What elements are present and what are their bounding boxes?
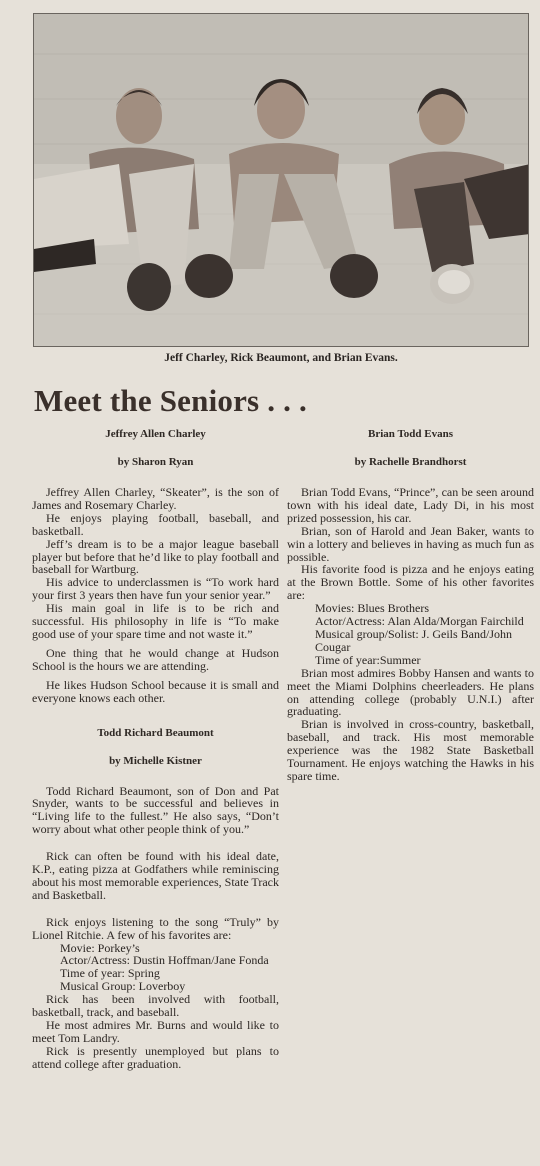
seniors-photo — [33, 13, 529, 347]
charley-paragraph: Jeffrey Allen Charley, “Skeater”, is the son of James and Rosemary Charley. — [32, 485, 279, 512]
beaumont-favorite-movie: Movie: Porkey’s — [60, 940, 140, 955]
evans-paragraph: Brian most admires Bobby Hansen and wants to meet the Miami Dolphins cheerleaders. He plans on attending college (probably U.N.I.) after graduating. — [287, 665, 534, 719]
headline: Meet the Seniors . . . — [34, 383, 308, 418]
evans-favorite-time: Time of year:Summer — [315, 652, 421, 667]
beaumont-paragraph: Todd Richard Beaumont, son of Don and Pat Snyder, wants to be successful and believes in “Living life to the fullest.” He also says, “Don’t worry about what other people think of you.” — [32, 783, 279, 837]
evans-paragraph: Brian Todd Evans, “Prince”, can be seen around town with his ideal date, Lady Di, in his most prized possession, his car. — [287, 485, 534, 525]
beaumont-paragraph: Rick can often be found with his ideal date, K.P., eating pizza at Godfathers while reminiscing about his most memorable experiences, State Track and Basketball. — [32, 849, 279, 902]
seniors-photo-illustration — [34, 14, 529, 347]
evans-paragraph: Brian is involved in cross-country, basketball, baseball, and track. His most memorable experience was the 1982 State Basketball Tournament. He enjoys watching the Hawks in his spare time. — [287, 717, 534, 783]
evans-name: Brian Todd Evans — [368, 428, 453, 440]
beaumont-paragraph: Rick has been involved with football, basketball, track, and baseball. — [32, 992, 279, 1020]
photo-caption: Jeff Charley, Rick Beaumont, and Brian Evans. — [164, 352, 398, 364]
beaumont-name: Todd Richard Beaumont — [97, 726, 214, 739]
evans-paragraph: His favorite food is pizza and he enjoys eating at the Brown Bottle. Some of his other favorites are: — [287, 562, 534, 603]
charley-paragraph: His main goal in life is to be rich and successful. His philosophy in life is “To make good use of your spare time and not waste it.” — [32, 601, 279, 641]
evans-favorite-movie: Movies: Blues Brothers — [315, 601, 429, 616]
evans-paragraph: Brian, son of Harold and Jean Baker, wants to win a lottery and believes in having as much fun as possible. — [287, 523, 534, 564]
beaumont-favorite-time: Time of year: Spring — [60, 966, 160, 981]
charley-paragraph: One thing that he would change at Hudson School is the hours we are attending. — [32, 645, 279, 673]
beaumont-paragraph: He most admires Mr. Burns and would like to meet Tom Landry. — [32, 1018, 279, 1045]
beaumont-paragraph: Rick is presently unemployed but plans to attend college after graduation. — [32, 1043, 279, 1071]
left-column — [32, 428, 279, 1071]
beaumont-favorite-group: Musical Group: Loverboy — [60, 979, 186, 994]
evans-byline: by Rachelle Brandhorst — [354, 456, 467, 468]
beaumont-favorite-actor: Actor/Actress: Dustin Hoffman/Jane Fonda — [60, 953, 269, 968]
charley-name: Jeffrey Allen Charley — [105, 428, 206, 440]
evans-favorite-group: Musical group/Solist: J. Geils Band/John Cougar — [315, 626, 513, 654]
beaumont-byline: by Michelle Kistner — [109, 754, 202, 767]
charley-paragraph: Jeff’s dream is to be a major league baseball player but before that he’d like to play football and baseball for Wartburg. — [32, 536, 279, 577]
charley-paragraph: He enjoys playing football, baseball, and basketball. — [32, 510, 279, 538]
beaumont-paragraph: Rick enjoys listening to the song “Truly” by Lionel Ritchie. A few of his favorites are: — [32, 914, 279, 942]
charley-paragraph: His advice to underclassmen is “To work hard your first 3 years then have fun your senior year.” — [32, 575, 279, 603]
evans-favorite-actor: Actor/Actress: Alan Alda/Morgan Fairchild — [315, 614, 524, 629]
charley-byline: by Sharon Ryan — [117, 456, 194, 468]
right-column — [287, 428, 534, 783]
charley-paragraph: He likes Hudson School because it is small and everyone knows each other. — [32, 677, 279, 705]
